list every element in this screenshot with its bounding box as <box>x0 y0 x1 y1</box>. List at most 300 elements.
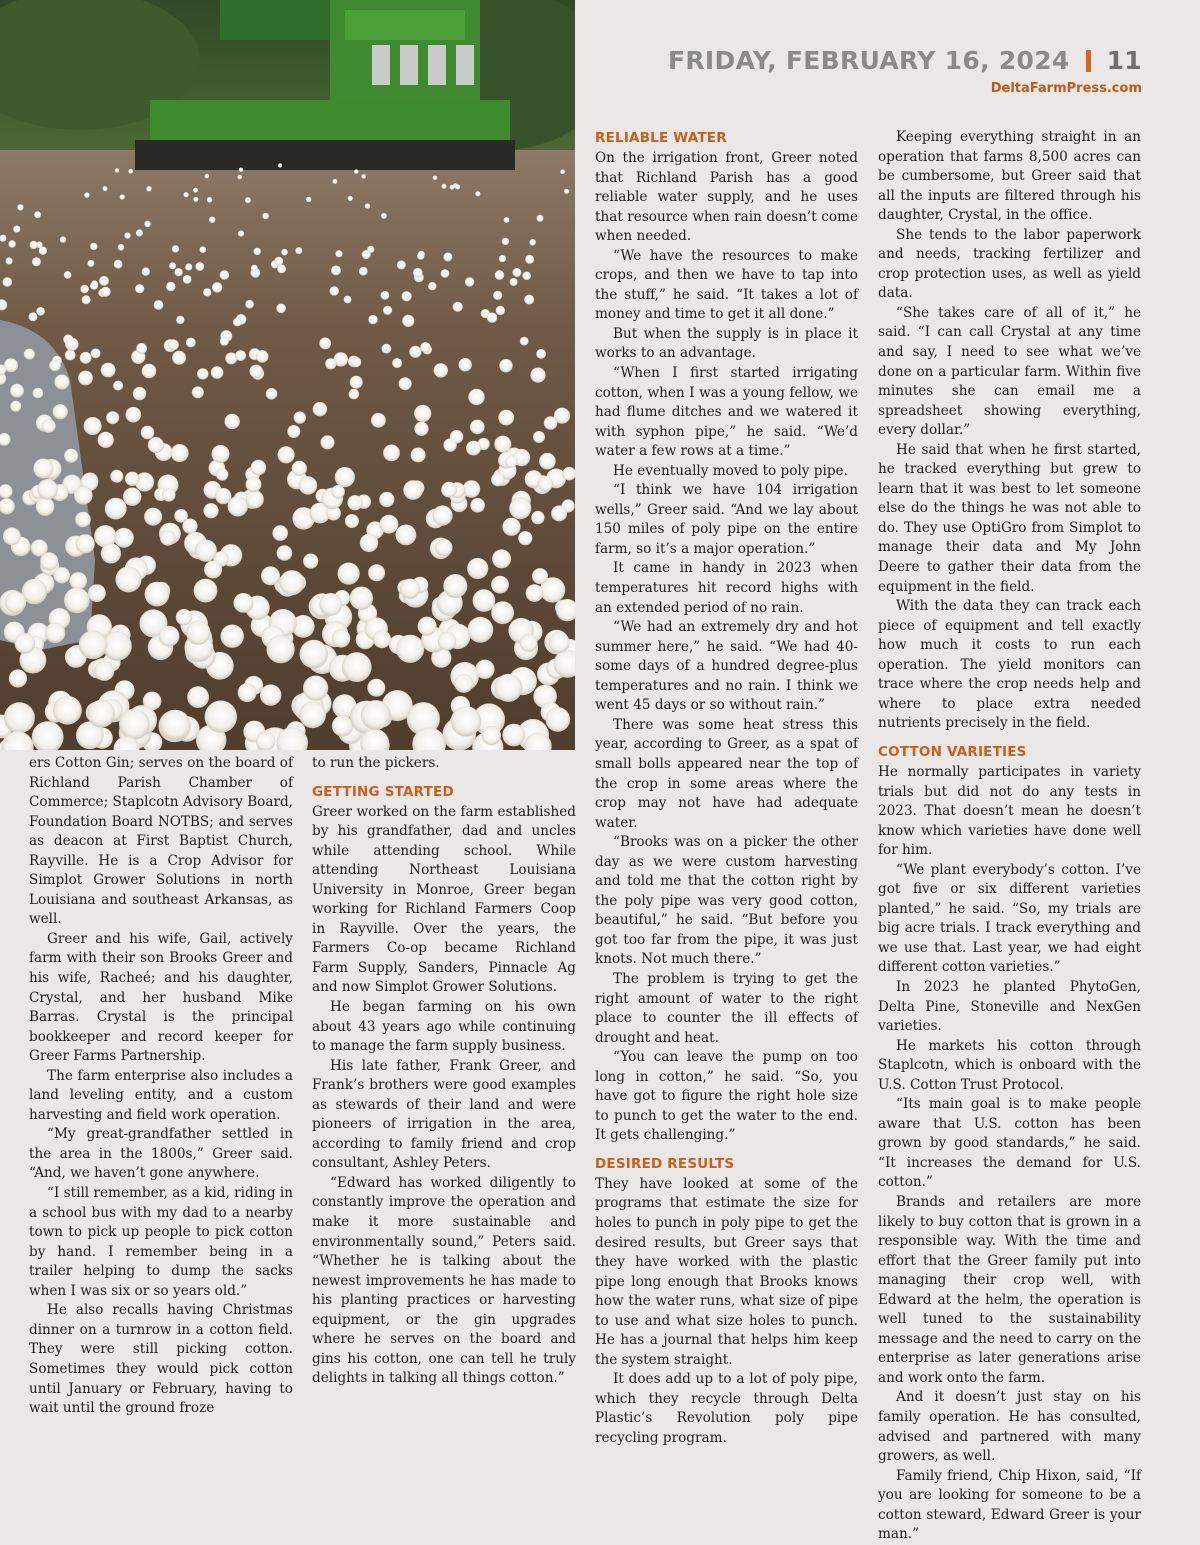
paragraph: “Edward has worked diligently to constantly improve the operation and make it more sustainable and environmentally sound,” Peters said. “Whether he is talking about the newest improvements he has made to his planting practices or harvesting equipment, or the gin upgrades where he serves on the board and gins his cotton, one can tell he truly delights in talking all things cotton.” <box>312 1174 576 1387</box>
cotton-boll <box>499 359 512 372</box>
cotton-boll <box>239 168 243 172</box>
paragraph: The problem is trying to get the right amount of water to the right place to counter the ill effects of drought and heat. <box>595 970 858 1046</box>
cotton-boll <box>361 174 366 179</box>
paragraph: He said that when he first started, he tracked everything but grew to learn that it was best to let someone else do the things he was not able to do. They use OptiGro from Simplot to manage their data and My John Deere to gather their data from the equipment in the field. <box>878 441 1141 595</box>
cotton-boll <box>319 338 331 350</box>
cotton-boll <box>238 683 257 702</box>
cotton-boll <box>332 629 350 647</box>
cotton-boll <box>455 184 460 189</box>
cotton-boll <box>154 300 164 310</box>
cotton-boll <box>124 232 130 238</box>
cotton-boll <box>80 352 92 364</box>
cotton-boll <box>294 411 306 423</box>
paragraph: Greer worked on the farm established by his grandfather, dad and uncles while attending school. While attending Northeast Louisiana University in Monroe, Greer began working for Richland Farmers Coop in Rayville. Over the years, the Farmers Co-op became Richland Farm Supply, Sanders, Pinnacle Ag and now Simplot Grower Solutions. <box>312 803 576 996</box>
cotton-boll <box>373 630 391 648</box>
cotton-boll <box>396 525 417 546</box>
cotton-boll <box>176 609 192 625</box>
cotton-boll <box>200 246 207 253</box>
paragraph: ers Cotton Gin; serves on the board of Richland Parish Chamber of Commerce; Staplcotn Advisory Board, Foundation Board NOTBS; and serves as deacon at First Baptist Church, Rayville. He is a Crop Advisor for Simplot Grower Solutions in north Louisiana and southeast Arkansas, as well. <box>29 755 293 928</box>
cotton-boll <box>128 169 133 174</box>
cotton-boll <box>482 726 501 745</box>
cotton-boll <box>160 710 190 740</box>
cotton-boll <box>434 363 448 377</box>
separator-bar <box>1086 50 1091 72</box>
cotton-boll <box>350 376 363 389</box>
cotton-boll <box>331 266 341 276</box>
cotton-boll <box>29 312 38 321</box>
cotton-field-illustration <box>0 0 575 750</box>
cotton-boll <box>420 342 430 352</box>
cotton-boll <box>194 579 218 603</box>
cotton-boll <box>142 364 157 379</box>
paragraph: The farm enterprise also includes a land leveling entity, and a custom harvesting and field work operation. <box>29 1067 293 1123</box>
cotton-boll <box>39 247 47 255</box>
cotton-boll <box>274 257 283 266</box>
cotton-boll <box>33 459 53 479</box>
cotton-boll <box>344 296 352 304</box>
cotton-boll <box>114 260 123 269</box>
cotton-boll <box>321 435 335 449</box>
cotton-boll <box>174 509 188 523</box>
paragraph: On the irrigation front, Greer noted that Richland Parish has a good reliable water supply, and he uses that resource when rain doesn’t come when needed. <box>595 150 858 245</box>
cotton-boll <box>250 365 263 378</box>
cotton-boll <box>237 175 242 180</box>
cotton-boll <box>169 262 176 269</box>
cotton-boll <box>60 236 66 242</box>
paragraph: “When I first started irrigating cotton, when I was a young fellow, we had flume ditches and we watered it with syphon pipe,” he said. “We’d water a few rows at a time.” <box>595 365 858 460</box>
cotton-boll <box>13 226 20 233</box>
cotton-boll <box>443 574 467 598</box>
cotton-boll <box>409 346 421 358</box>
cotton-boll <box>33 388 44 399</box>
cotton-boll <box>399 377 412 390</box>
cotton-boll <box>287 425 300 438</box>
cotton-boll <box>207 197 213 203</box>
cotton-boll <box>125 472 139 486</box>
cotton-boll <box>295 247 302 254</box>
cotton-boll <box>451 706 481 736</box>
paragraph: “We had an extremely dry and hot summer here,” he said. “We had 40-some days of a hundred degree-plus temperatures and no rain. I think we went 45 days or so without rain.” <box>595 619 858 714</box>
cotton-boll <box>335 467 355 487</box>
cotton-boll <box>520 337 529 346</box>
cotton-boll <box>277 265 286 274</box>
paragraph: to run the pickers. <box>312 755 440 771</box>
paragraph: He began farming on his own about 43 years ago while continuing to manage the farm supply business. <box>312 999 576 1055</box>
cotton-boll <box>246 476 262 492</box>
article-column-3 <box>595 128 858 1449</box>
cotton-boll <box>491 576 509 594</box>
cotton-boll <box>403 480 423 500</box>
cotton-boll <box>531 511 544 524</box>
cotton-boll <box>145 582 170 607</box>
cotton-boll <box>90 243 97 250</box>
cotton-boll <box>98 432 114 448</box>
cotton-boll <box>367 679 385 697</box>
article-column-1 <box>29 754 293 1419</box>
cotton-boll <box>402 315 414 327</box>
cotton-boll <box>524 295 534 305</box>
cotton-boll <box>84 192 89 197</box>
cotton-boll <box>538 476 553 491</box>
paragraph: Greer and his wife, Gail, actively farm with their son Brooks Greer and his wife, Racheé; and his daughter, Crystal, and her husband Mike Barras. Crystal is the principal bookkeeper and record keeper for Greer Farms Partnership. <box>29 930 293 1065</box>
cotton-boll <box>54 375 69 390</box>
cotton-boll <box>49 360 61 372</box>
cotton-boll <box>159 626 180 647</box>
cotton-boll <box>502 238 509 245</box>
issue-date: FRIDAY, FEBRUARY 16, 2024 <box>668 46 1070 75</box>
cotton-boll <box>32 257 41 266</box>
cotton-boll <box>520 634 538 652</box>
cotton-boll <box>277 545 293 561</box>
cotton-boll <box>8 240 15 247</box>
paragraph: She tends to the labor paperwork and needs, tracking fertilizer and crop protection uses, as well as yield data. <box>878 226 1141 302</box>
cotton-boll <box>162 488 175 501</box>
cotton-boll <box>10 401 21 412</box>
paragraph: He normally participates in variety trials but did not do any tests in 2023. That doesn’t mean he doesn’t know which varieties have done well for him. <box>878 763 1141 859</box>
cotton-boll <box>53 696 82 725</box>
cotton-boll <box>532 568 548 584</box>
cotton-boll <box>64 449 78 463</box>
cotton-boll <box>4 702 35 733</box>
paragraph: They have looked at some of the programs that estimate the size for holes to punch in poly pipe to get the desired results, but Greer says that they have worked with the plastic pipe long enough that Brooks knows how the water runs, what size of pipe to use and what size holes to punch. He has a journal that helps him keep the system straight. <box>595 1175 858 1368</box>
cotton-boll <box>4 358 18 372</box>
paragraph: There was some heat stress this year, according to Greer, as a spat of small bolls appeared near the top of the crop in some areas where the crop may not have had adequate water. <box>595 716 858 831</box>
cotton-boll <box>496 306 505 315</box>
cotton-boll <box>276 304 286 314</box>
cotton-boll <box>36 497 55 516</box>
cotton-boll <box>383 306 392 315</box>
cotton-boll <box>3 527 21 545</box>
cotton-boll <box>428 282 436 290</box>
cotton-boll <box>209 217 215 223</box>
cotton-boll <box>146 186 151 191</box>
cotton-boll <box>99 276 109 286</box>
cotton-boll <box>34 211 41 218</box>
cotton-boll <box>510 278 518 286</box>
cotton-boll <box>172 351 186 365</box>
paragraph: It does add up to a lot of poly pipe, which they recycle through Delta Plastic’s Revolution poly pipe recycling program. <box>595 1371 858 1446</box>
cotton-boll <box>292 461 307 476</box>
cotton-boll <box>522 272 531 281</box>
cotton-boll <box>74 486 93 505</box>
cotton-boll <box>381 213 387 219</box>
page-number: 11 <box>1106 46 1142 75</box>
cotton-boll <box>443 438 456 451</box>
cotton-boll <box>491 601 514 624</box>
cotton-boll <box>238 231 244 237</box>
cotton-boll <box>203 503 218 518</box>
cotton-boll <box>260 684 281 705</box>
cotton-boll <box>470 498 485 513</box>
cotton-boll <box>512 268 521 277</box>
cotton-boll <box>119 709 150 740</box>
cotton-boll <box>193 197 198 202</box>
cotton-field-photo <box>0 0 575 750</box>
cotton-boll <box>136 343 147 354</box>
cotton-boll <box>564 189 569 194</box>
paragraph: He also recalls having Christmas dinner on a turnrow in a cotton field. They were still picking cotton. Sometimes they would pick cotton until January or February, having to wait until the ground froze <box>29 1302 293 1417</box>
cotton-boll <box>433 176 438 181</box>
cotton-boll <box>494 436 511 453</box>
cotton-boll <box>539 453 556 470</box>
cotton-boll <box>254 248 261 255</box>
paragraph: It came in handy in 2023 when temperatures hit record highs with an extended period of no rain. <box>595 560 858 616</box>
cotton-boll <box>103 186 108 191</box>
paragraph: Brands and retailers are more likely to buy cotton that is grown in a responsible way. With the time and effort that the Greer family put into managing their crop well, with Edward at the helm, the operation is well tuned to the sustainability message and the need to carry on the enterprise as later generations arise and work onto the farm. <box>878 1193 1141 1386</box>
cotton-boll <box>76 534 95 553</box>
site-url: DeltaFarmPress.com <box>990 81 1142 96</box>
cotton-boll <box>186 338 196 348</box>
cotton-boll <box>392 358 402 368</box>
cotton-boll <box>382 344 392 354</box>
cotton-boll <box>417 253 424 260</box>
cotton-boll <box>402 291 412 301</box>
cotton-boll <box>551 505 567 521</box>
cotton-boll <box>475 191 480 196</box>
cotton-boll <box>256 350 269 363</box>
cotton-boll <box>306 197 311 202</box>
cotton-boll <box>126 407 142 423</box>
cotton-boll <box>466 441 481 456</box>
cotton-boll <box>88 584 106 602</box>
cotton-boll <box>453 302 463 312</box>
cotton-boll <box>233 318 242 327</box>
cotton-boll <box>335 250 342 257</box>
cotton-boll <box>120 194 125 199</box>
cotton-boll <box>397 260 406 269</box>
cotton-boll <box>79 631 108 660</box>
cotton-boll <box>360 534 378 552</box>
cotton-boll <box>278 163 282 167</box>
cotton-boll <box>69 572 87 590</box>
cotton-boll <box>220 270 230 280</box>
cotton-boll <box>54 567 70 583</box>
cotton-boll <box>204 561 222 579</box>
paragraph: “We plant everybody’s cotton. I’ve got five or six different varieties planted,” he said. “So, my trials are big acre trials. I track everything and we use that. Last year, we had eight different cotton varieties.” <box>878 861 1141 976</box>
cotton-boll <box>246 490 264 508</box>
cotton-boll <box>197 368 208 379</box>
cotton-boll <box>505 456 517 468</box>
section-heading: RELIABLE WATER <box>595 130 727 146</box>
cotton-boll <box>186 620 210 644</box>
cotton-boll <box>441 269 450 278</box>
cotton-boll <box>459 358 472 371</box>
cotton-boll <box>64 588 90 614</box>
cotton-boll <box>212 282 222 292</box>
cotton-boll <box>413 268 423 278</box>
cotton-boll <box>544 416 558 430</box>
cotton-boll <box>118 244 125 251</box>
paragraph: “My great-grandfather settled in the area in the 1800s,” Greer said. “And, we haven’t gone anywhere. <box>29 1126 293 1182</box>
cotton-boll <box>383 445 400 462</box>
section-heading: COTTON VARIETIES <box>878 743 1027 760</box>
cotton-boll <box>361 700 391 730</box>
cotton-boll <box>234 593 254 613</box>
cotton-boll <box>195 262 204 271</box>
paragraph: Family friend, Chip Hixon, said, “If you are looking for someone to be a cotton steward, Edward Greer is your man.” <box>878 1467 1141 1543</box>
cotton-boll <box>381 291 390 300</box>
cotton-boll <box>148 437 164 453</box>
cotton-boll <box>15 633 36 654</box>
cotton-boll <box>88 700 116 728</box>
cotton-boll <box>299 701 326 728</box>
cotton-boll <box>365 203 370 208</box>
cotton-boll <box>303 676 328 701</box>
cotton-boll <box>64 271 72 279</box>
paragraph: And it doesn’t just stay on his family operation. He has consulted, advised and partnered with many growers, as well. <box>878 1389 1141 1465</box>
cotton-boll <box>279 570 304 595</box>
cotton-boll <box>502 724 525 747</box>
cotton-boll <box>529 239 536 246</box>
cotton-boll <box>495 270 505 280</box>
cotton-boll <box>65 338 78 351</box>
cotton-boll <box>549 632 570 653</box>
cotton-boll <box>498 410 514 426</box>
cotton-boll <box>65 350 76 361</box>
cotton-boll <box>10 384 24 398</box>
cotton-boll <box>195 540 217 562</box>
cotton-boll <box>432 505 452 525</box>
cotton-boll <box>499 255 506 262</box>
cotton-boll <box>221 625 244 648</box>
paragraph: “Brooks was on a picker the other day as we were custom harvesting and told me that the cotton right by the poly pipe was very good cotton, beautiful,” he said. “But before you got too far from the pipe, it was just knots. Not much there.” <box>595 834 858 968</box>
cotton-boll <box>348 196 353 201</box>
cotton-boll <box>133 387 146 400</box>
cotton-boll <box>266 388 278 400</box>
cotton-boll <box>101 287 111 297</box>
cotton-boll <box>40 552 58 570</box>
cotton-boll <box>338 563 360 585</box>
cotton-boll <box>101 363 116 378</box>
paragraph: In 2023 he planted PhytoGen, Delta Pine, Stoneville and NexGen varieties. <box>878 978 1141 1035</box>
cotton-boll <box>106 411 119 424</box>
cotton-boll <box>135 284 144 293</box>
cotton-boll <box>492 549 511 568</box>
cotton-boll <box>530 368 545 383</box>
cotton-boll <box>220 337 229 346</box>
cotton-boll <box>113 381 123 391</box>
cotton-boll <box>533 431 545 443</box>
cotton-boll <box>272 525 288 541</box>
cotton-boll <box>9 669 27 687</box>
cotton-boll <box>546 707 571 732</box>
paragraph: “She takes care of all of it,” he said. “I can call Crystal at any time and say, I need to see what we’ve done on a particular farm. Within five minutes she can email me a spreadsheet showing everything, every dollar.” <box>878 304 1141 439</box>
paragraph: “You can leave the pump on too long in cotton,” he said. “So, you have got to figure the right hole size to punch to get the water to the end. It gets challenging.” <box>595 1049 858 1144</box>
cotton-boll <box>267 635 295 663</box>
cotton-boll <box>215 488 231 504</box>
cotton-boll <box>278 446 295 463</box>
cotton-boll <box>560 169 565 174</box>
cotton-boll <box>192 386 204 398</box>
cotton-boll <box>350 587 373 610</box>
cotton-boll <box>396 635 424 663</box>
cotton-boll <box>414 405 431 422</box>
cotton-boll <box>454 674 473 693</box>
cotton-boll <box>368 315 377 324</box>
cotton-boll <box>473 589 496 612</box>
cotton-boll <box>87 260 94 267</box>
cotton-boll <box>95 661 115 681</box>
cotton-boll <box>123 488 141 506</box>
cotton-boll <box>349 389 360 400</box>
cotton-boll <box>136 229 143 236</box>
cotton-boll <box>212 445 230 463</box>
cotton-boll <box>171 444 189 462</box>
cotton-boll <box>442 184 447 189</box>
cotton-boll <box>6 257 13 264</box>
cotton-boll <box>17 204 23 210</box>
cotton-boll <box>502 518 520 536</box>
cotton-boll <box>172 245 179 252</box>
cotton-boll <box>351 357 361 367</box>
cotton-boll <box>37 479 58 500</box>
cotton-boll <box>331 485 345 499</box>
cotton-boll <box>441 482 457 498</box>
paragraph: He markets his cotton through Staplcotn, which is onboard with the U.S. Cotton Trust Protocol. <box>878 1037 1141 1093</box>
cotton-boll <box>493 291 502 300</box>
article-column-2 <box>312 754 576 1389</box>
cotton-boll <box>330 286 339 295</box>
cotton-boll <box>468 389 484 405</box>
cotton-boll <box>251 265 258 272</box>
cotton-boll <box>300 640 329 669</box>
cotton-boll <box>494 674 522 702</box>
paragraph: His late father, Frank Greer, and Frank’s brothers were good examples as stewards of their land and were pioneers of irrigation in the area, according to family friend and crop consultant, Ashley Peters. <box>312 1057 576 1172</box>
cotton-boll <box>110 470 123 483</box>
paragraph: “I still remember, as a kid, riding in a school bus with my dad to a nearby town to pick up people to pick cotton by hand. I remember being in a trailer helping to dump the sacks when I was six or so years old.” <box>29 1185 293 1299</box>
cotton-boll <box>400 579 420 599</box>
cotton-boll <box>487 313 497 323</box>
cotton-boll <box>368 564 385 581</box>
cotton-boll <box>303 554 318 569</box>
dateline <box>668 46 1142 75</box>
cotton-boll <box>435 539 452 556</box>
cotton-boll <box>261 566 280 585</box>
cotton-boll <box>342 652 372 682</box>
cotton-boll <box>45 623 65 643</box>
cotton-boll <box>251 460 266 475</box>
cotton-boll <box>332 715 353 736</box>
article-column-4 <box>878 128 1141 1545</box>
cotton-boll <box>116 566 142 592</box>
cotton-boll <box>414 422 428 436</box>
cotton-boll <box>443 253 452 262</box>
cotton-boll <box>142 268 150 276</box>
paragraph: He eventually moved to poly pipe. <box>613 462 848 479</box>
cotton-boll <box>245 197 251 203</box>
section-heading: DESIRED RESULTS <box>595 1155 735 1172</box>
paragraph: But when the supply is in place it works to an advantage. <box>595 325 858 362</box>
cotton-boll <box>281 249 288 256</box>
cotton-boll <box>354 169 358 173</box>
cotton-boll <box>5 592 26 613</box>
cotton-boll <box>82 295 91 304</box>
cotton-boll <box>80 285 89 294</box>
cotton-boll <box>115 168 119 172</box>
cotton-boll <box>325 358 336 369</box>
cotton-boll <box>216 468 228 480</box>
cotton-boll <box>411 448 426 463</box>
cotton-boll <box>379 492 394 507</box>
cotton-boll <box>438 632 456 650</box>
cotton-boll <box>313 402 327 416</box>
cotton-boll <box>141 426 155 440</box>
cotton-boll <box>75 512 91 528</box>
cotton-boll <box>262 213 269 220</box>
cotton-boll <box>504 217 510 223</box>
cotton-boll <box>225 414 240 429</box>
cotton-boll <box>144 221 151 228</box>
